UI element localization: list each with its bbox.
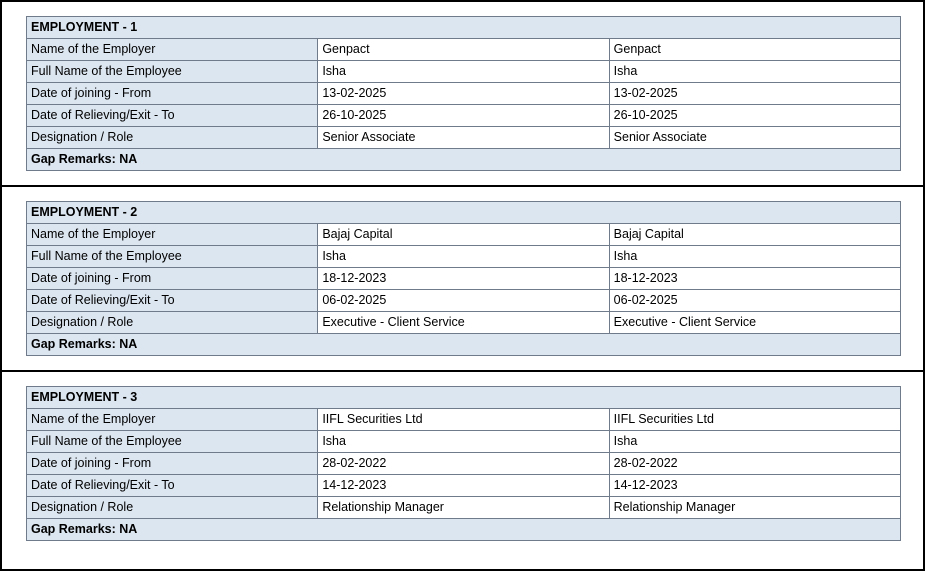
- employment-table-2: [26, 201, 901, 356]
- row-label-designation: Designation / Role: [27, 497, 318, 519]
- value-date-joining-col2: 18-12-2023: [609, 268, 900, 290]
- value-employer-col2: IIFL Securities Ltd: [609, 409, 900, 431]
- row-label-date-joining: Date of joining - From: [27, 83, 318, 105]
- value-date-relieving-col2: 06-02-2025: [609, 290, 900, 312]
- table-row: [27, 224, 901, 246]
- gap-remarks: Gap Remarks: NA: [27, 519, 901, 541]
- row-label-employee-name: Full Name of the Employee: [27, 431, 318, 453]
- row-label-date-joining: Date of joining - From: [27, 268, 318, 290]
- value-date-relieving-col1: 06-02-2025: [318, 290, 609, 312]
- value-date-relieving-col1: 14-12-2023: [318, 475, 609, 497]
- value-employee-name-col1: Isha: [318, 431, 609, 453]
- value-date-relieving-col1: 26-10-2025: [318, 105, 609, 127]
- row-label-date-relieving: Date of Relieving/Exit - To: [27, 475, 318, 497]
- value-employer-col1: Genpact: [318, 39, 609, 61]
- table-row: [27, 519, 901, 541]
- value-designation-col2: Senior Associate: [609, 127, 900, 149]
- employment-table-3: [26, 386, 901, 541]
- value-date-joining-col1: 13-02-2025: [318, 83, 609, 105]
- table-row: [27, 497, 901, 519]
- value-employee-name-col1: Isha: [318, 246, 609, 268]
- value-employee-name-col2: Isha: [609, 246, 900, 268]
- table-row: [27, 475, 901, 497]
- value-designation-col2: Executive - Client Service: [609, 312, 900, 334]
- table-row: [27, 334, 901, 356]
- row-label-date-relieving: Date of Relieving/Exit - To: [27, 290, 318, 312]
- row-label-employee-name: Full Name of the Employee: [27, 246, 318, 268]
- row-label-employer: Name of the Employer: [27, 409, 318, 431]
- table-row: [27, 290, 901, 312]
- table-row: [27, 431, 901, 453]
- gap-remarks: Gap Remarks: NA: [27, 149, 901, 171]
- value-employee-name-col1: Isha: [318, 61, 609, 83]
- row-label-date-relieving: Date of Relieving/Exit - To: [27, 105, 318, 127]
- value-date-joining-col1: 18-12-2023: [318, 268, 609, 290]
- value-employer-col2: Genpact: [609, 39, 900, 61]
- row-label-designation: Designation / Role: [27, 312, 318, 334]
- row-label-employer: Name of the Employer: [27, 224, 318, 246]
- table-row: [27, 61, 901, 83]
- value-employee-name-col2: Isha: [609, 61, 900, 83]
- employment-block-title: EMPLOYMENT - 2: [27, 202, 901, 224]
- table-row: [27, 387, 901, 409]
- table-row: [27, 268, 901, 290]
- row-label-designation: Designation / Role: [27, 127, 318, 149]
- value-designation-col1: Executive - Client Service: [318, 312, 609, 334]
- value-date-relieving-col2: 14-12-2023: [609, 475, 900, 497]
- employment-table-1: [26, 16, 901, 171]
- employment-block-3: [2, 372, 923, 555]
- table-row: [27, 39, 901, 61]
- value-employer-col2: Bajaj Capital: [609, 224, 900, 246]
- table-row: [27, 83, 901, 105]
- table-row: [27, 127, 901, 149]
- table-row: [27, 149, 901, 171]
- table-row: [27, 202, 901, 224]
- table-row: [27, 17, 901, 39]
- employment-blocks: [2, 2, 923, 555]
- value-employer-col1: Bajaj Capital: [318, 224, 609, 246]
- value-date-relieving-col2: 26-10-2025: [609, 105, 900, 127]
- gap-remarks: Gap Remarks: NA: [27, 334, 901, 356]
- table-row: [27, 453, 901, 475]
- value-designation-col1: Relationship Manager: [318, 497, 609, 519]
- value-employer-col1: IIFL Securities Ltd: [318, 409, 609, 431]
- employment-block-title: EMPLOYMENT - 3: [27, 387, 901, 409]
- value-date-joining-col2: 13-02-2025: [609, 83, 900, 105]
- table-row: [27, 105, 901, 127]
- value-employee-name-col2: Isha: [609, 431, 900, 453]
- employment-block-1: [2, 2, 923, 187]
- employment-block-2: [2, 187, 923, 372]
- value-date-joining-col1: 28-02-2022: [318, 453, 609, 475]
- row-label-employee-name: Full Name of the Employee: [27, 61, 318, 83]
- table-row: [27, 246, 901, 268]
- value-designation-col1: Senior Associate: [318, 127, 609, 149]
- value-designation-col2: Relationship Manager: [609, 497, 900, 519]
- table-row: [27, 312, 901, 334]
- table-row: [27, 409, 901, 431]
- employment-block-title: EMPLOYMENT - 1: [27, 17, 901, 39]
- row-label-date-joining: Date of joining - From: [27, 453, 318, 475]
- value-date-joining-col2: 28-02-2022: [609, 453, 900, 475]
- row-label-employer: Name of the Employer: [27, 39, 318, 61]
